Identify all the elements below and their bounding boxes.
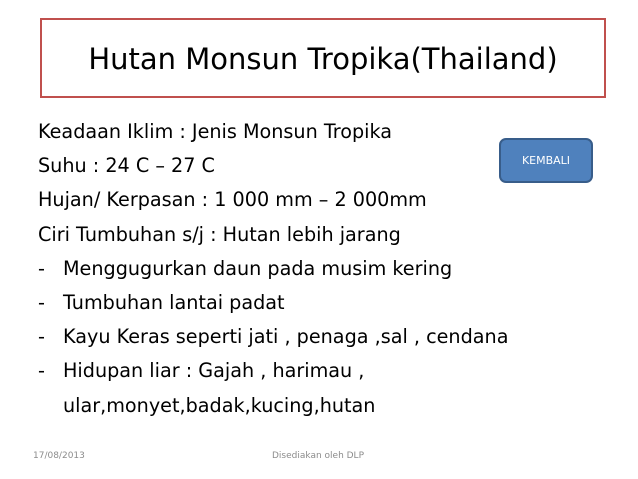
- bullet-marker: -: [38, 291, 45, 315]
- body-line-climate: Keadaan Iklim : Jenis Monsun Tropika: [38, 120, 393, 143]
- bullet-text: Menggugurkan daun pada musim kering: [63, 256, 453, 280]
- bullet-text: Hidupan liar : Gajah , harimau , ular,monyet,badak,kucing,hutan: [63, 359, 376, 417]
- kembali-button[interactable]: KEMBALI: [499, 138, 593, 183]
- bullet-item: [38, 252, 618, 286]
- bullet-item: [38, 320, 618, 354]
- bullet-item: [38, 286, 618, 320]
- footer-credit: Disediakan oleh DLP: [272, 451, 364, 461]
- bullet-marker: -: [38, 359, 45, 383]
- bullet-item: [38, 354, 618, 422]
- body-line-temperature: Suhu : 24 C – 27 C: [38, 154, 215, 178]
- body-line-rainfall: Hujan/ Kerpasan : 1 000 mm – 2 000mm: [38, 188, 427, 212]
- bullet-marker: -: [38, 325, 45, 349]
- slide-title-box: [40, 18, 606, 98]
- bullet-text: Tumbuhan lantai padat: [63, 291, 285, 315]
- body-line-vegetation: Ciri Tumbuhan s/j : Hutan lebih jarang: [38, 222, 401, 246]
- slide-title: Hutan Monsun Tropika(Thailand): [88, 42, 558, 76]
- bullet-text: Kayu Keras seperti jati , penaga ,sal , cendana: [63, 325, 509, 349]
- footer-date: 17/08/2013: [33, 451, 85, 461]
- bullet-marker: -: [38, 256, 45, 280]
